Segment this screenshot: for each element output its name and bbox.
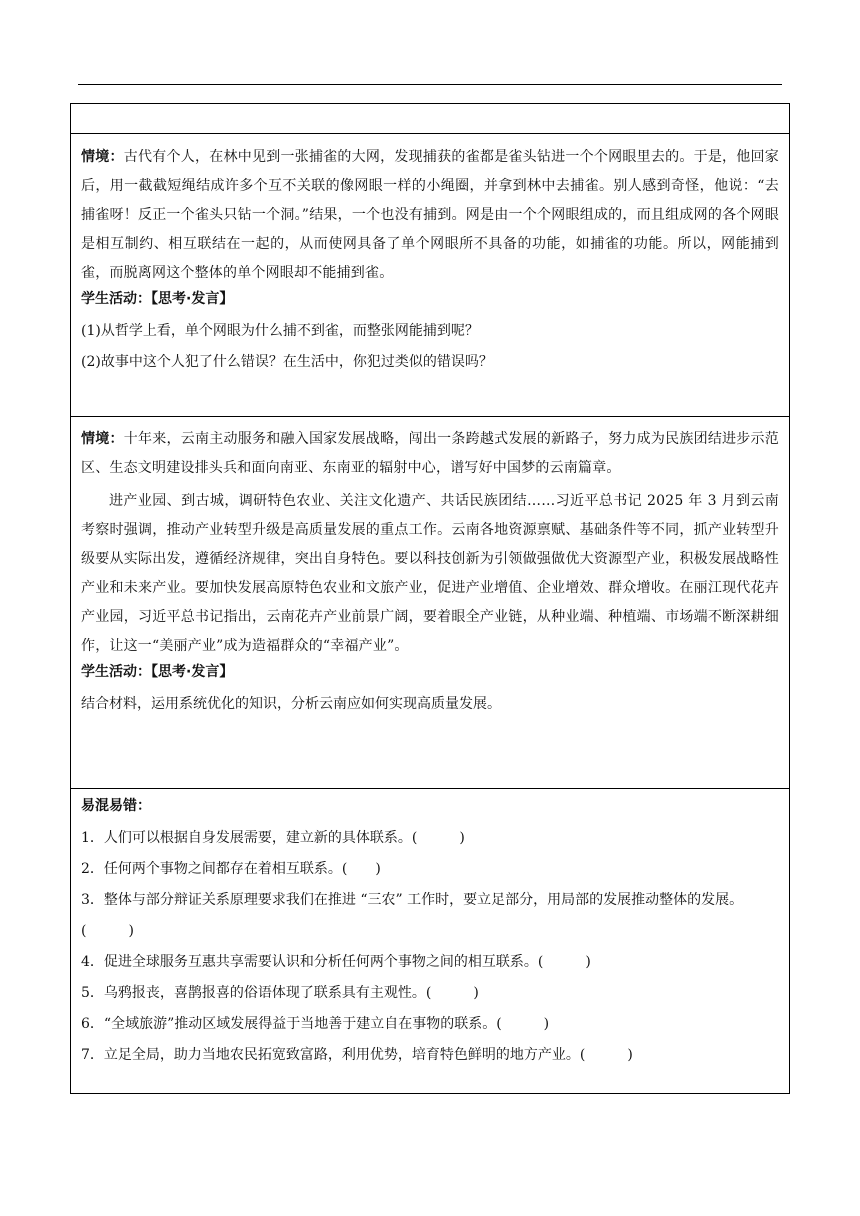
scenario-paragraph bbox=[81, 143, 779, 288]
question-1: (1)从哲学上看，单个网眼为什么捕不到雀，而整张网能捕到呢？ bbox=[81, 323, 479, 339]
lesson-table bbox=[70, 103, 790, 1094]
scenario-paragraph bbox=[81, 425, 779, 483]
common-mistakes-section bbox=[71, 788, 789, 1093]
activity-label: 学生活动： bbox=[81, 291, 151, 307]
question: 结合材料，运用系统优化的知识，分析云南应如何实现高质量发展。 bbox=[81, 696, 501, 712]
activity-type: 【思考·发言】 bbox=[151, 664, 234, 680]
question-2: (2)故事中这个人犯了什么错误？在生活中，你犯过类似的错误吗？ bbox=[81, 354, 493, 370]
list-item: 7．立足全局，助力当地农民拓宽致富路，利用优势，培育特色鲜明的地方产业。( ) bbox=[81, 1047, 633, 1063]
activity-heading bbox=[81, 661, 779, 683]
material-paragraph: 进产业园、到古城，调研特色农业、关注文化遗产、共话民族团结……习近平总书记 2025 年 3 月到云南考察时强调，推动产业转型升级是高质量发展的重点工作。云南各地资源禀赋、基础条件等不同，抓产业转型升级要从实际出发，遵循经济规律，突出自身特色。要以科技创新为引领做强做优大资源型产业，积极发展战略性产业和未来产业。要加快发展高原特色农业和文旅产业，促进产业增值、企业增效、群众增收。在丽江现代花卉产业园，习近平总书记指出，云南花卉产业前景广阔，要着眼全产业链，从种业端、种植端、市场端不断深耕细作，让这一“美丽产业”成为造福群众的“幸福产业”。 bbox=[81, 493, 779, 654]
scenario-section-net bbox=[71, 133, 789, 416]
list-item: 3．整体与部分辩证关系原理要求我们在推进 “三农” 工作时，要立足部分，用局部的发展推动整体的发展。( ) bbox=[81, 892, 744, 939]
list-item: 4．促进全球服务互惠共享需要认识和分析任何两个事物之间的相互联系。( ) bbox=[81, 954, 591, 970]
list-item: 1．人们可以根据自身发展需要，建立新的具体联系。( ) bbox=[81, 830, 465, 846]
activity-heading bbox=[81, 288, 779, 310]
scenario-section-yunnan bbox=[71, 416, 789, 788]
header-rule bbox=[78, 84, 782, 85]
section-title: 易混易错： bbox=[81, 798, 151, 814]
scenario-text: 十年来，云南主动服务和融入国家发展战略，闯出一条跨越式发展的新路子，努力成为民族团结进步示范区、生态文明建设排头兵和面向南亚、东南亚的辐射中心，谱写好中国梦的云南篇章。 bbox=[81, 431, 779, 476]
list-item: 2．任何两个事物之间都存在着相互联系。( ) bbox=[81, 861, 381, 877]
activity-label: 学生活动： bbox=[81, 664, 151, 680]
scenario-label: 情境： bbox=[81, 149, 124, 165]
activity-type: 【思考·发言】 bbox=[151, 291, 234, 307]
list-item: 5．乌鸦报丧，喜鹊报喜的俗语体现了联系具有主观性。( ) bbox=[81, 985, 479, 1001]
empty-row bbox=[71, 104, 789, 133]
list-item: 6．“全域旅游”推动区域发展得益于当地善于建立自在事物的联系。( ) bbox=[81, 1016, 550, 1032]
scenario-label: 情境： bbox=[81, 431, 124, 447]
scenario-text: 古代有个人，在林中见到一张捕雀的大网，发现捕获的雀都是雀头钻进一个个网眼里去的。于是，他回家后，用一截截短绳结成许多个互不关联的像网眼一样的小绳圈，并拿到林中去捕雀。别人感到奇怪，他说：“去捕雀呀！反正一个雀头只钻一个洞。”结果，一个也没有捕到。网是由一个个网眼组成的，而且组成网的各个网眼是相互制约、相互联结在一起的，从而使网具备了单个网眼所不具备的功能，如捕雀的功能。所以，网能捕到雀，而脱离网这个整体的单个网眼却不能捕到雀。 bbox=[81, 149, 779, 281]
